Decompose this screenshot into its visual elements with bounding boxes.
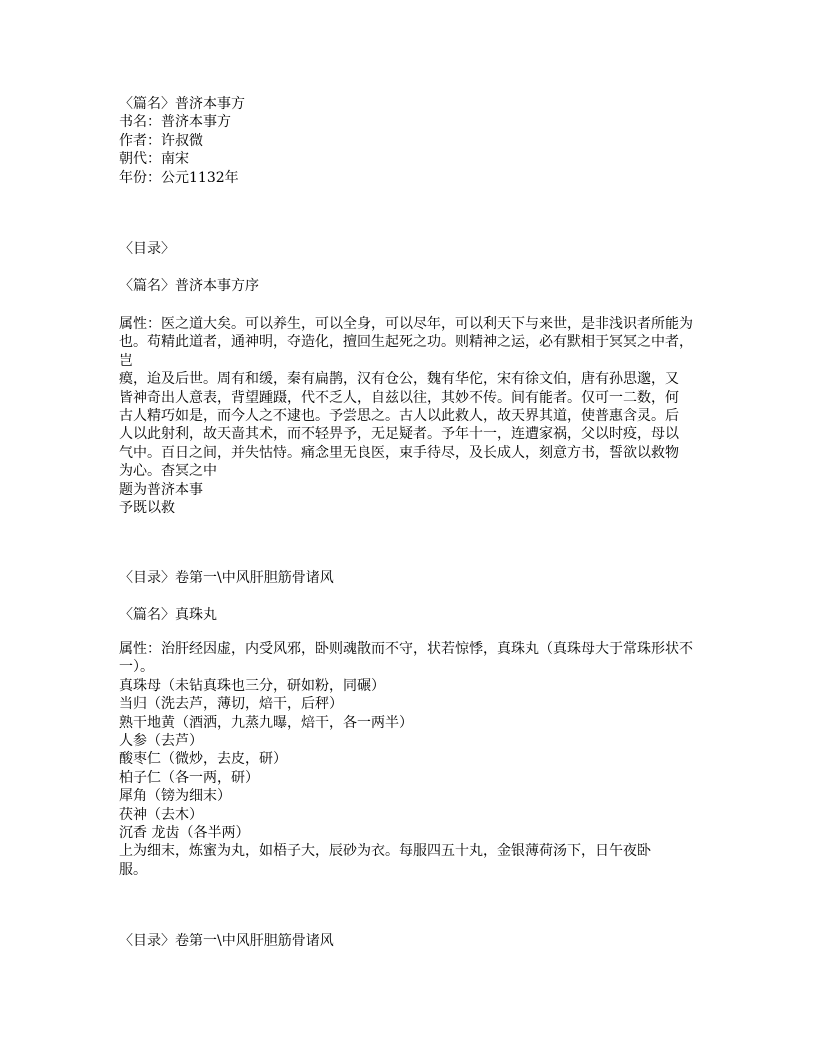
text-line: 茯神（去木） bbox=[119, 806, 203, 823]
text-line: 属性：治肝经因虚，内受风邪，卧则魂散而不守，状若惊悸，真珠丸（真珠母大于常珠形状不 bbox=[119, 641, 693, 657]
toc-heading: 〈目录〉卷第一\中风肝胆筋骨诸风 bbox=[119, 570, 334, 586]
text-line: 一）。 bbox=[119, 659, 154, 676]
section-body bbox=[119, 640, 709, 879]
text-line: 年份：公元1132年 bbox=[119, 169, 239, 186]
section-title: 〈篇名〉真珠丸 bbox=[119, 607, 217, 623]
toc-heading: 〈目录〉 bbox=[119, 241, 175, 257]
text-line: 岂 bbox=[119, 352, 133, 369]
text-line: 古人精巧如是，而今人之不逮也。予尝思之。古人以此救人，故天界其道，使普惠含灵。后 bbox=[119, 408, 679, 425]
toc-heading: 〈目录〉卷第一\中风肝胆筋骨诸风 bbox=[119, 933, 334, 949]
section-body bbox=[119, 315, 709, 517]
text-line: 瘼，迨及后世。周有和缓，秦有扁鹊，汉有仓公，魏有华佗，宋有徐文伯，唐有孙思邈，又 bbox=[119, 371, 679, 388]
text-line: 书名：普济本事方 bbox=[119, 114, 231, 131]
text-line: 朝代：南宋 bbox=[119, 151, 189, 168]
document-header bbox=[119, 95, 709, 187]
text-line: 沉香 龙齿（各半两） bbox=[119, 825, 250, 842]
text-line: 人以此射利，故天啬其术，而不轻畀予，无足疑者。予年十一，连遭家祸，父以时疫，母以 bbox=[119, 426, 679, 443]
text-line: 柏子仁（各一两，研） bbox=[119, 769, 259, 786]
text-line: 也。苟精此道者，通神明，夺造化，擅回生起死之功。则精神之运，必有默相于冥冥之中者， bbox=[119, 334, 693, 351]
text-line: 服。 bbox=[119, 861, 147, 878]
text-line: 犀角（镑为细末） bbox=[119, 788, 231, 805]
text-line: 题为普济本事 bbox=[119, 481, 203, 498]
text-line: 皆神奇出人意表，背望踵蹑，代不乏人，自兹以往，其妙不传。间有能者。仅可一二数，何 bbox=[119, 389, 679, 406]
text-line: 属性：医之道大矣。可以养生，可以全身，可以尽年，可以利天下与来世，是非浅识者所能为 bbox=[119, 316, 693, 332]
text-line: 为心。杳冥之中 bbox=[119, 463, 217, 480]
section-title: 〈篇名〉普济本事方序 bbox=[119, 278, 259, 294]
text-line: 〈篇名〉普济本事方 bbox=[119, 96, 245, 112]
text-line: 气中。百日之间，并失怙恃。痛念里无良医，束手待尽，及长成人，刻意方书，誓欲以救物 bbox=[119, 444, 679, 461]
text-line: 予既以救 bbox=[119, 500, 175, 517]
text-line: 熟干地黄（酒洒，九蒸九曝，焙干，各一两半） bbox=[119, 714, 413, 731]
text-line: 作者：许叔微 bbox=[119, 132, 203, 149]
text-line: 当归（洗去芦，薄切，焙干，后秤） bbox=[119, 696, 343, 713]
text-line: 酸枣仁（微炒，去皮，研） bbox=[119, 751, 287, 768]
text-line: 人参（去芦） bbox=[119, 733, 203, 750]
text-line: 真珠母（未钻真珠也三分，研如粉，同碾） bbox=[119, 677, 385, 694]
text-line: 上为细末，炼蜜为丸，如梧子大，辰砂为衣。每服四五十丸，金银薄荷汤下，日午夜卧 bbox=[119, 843, 651, 860]
